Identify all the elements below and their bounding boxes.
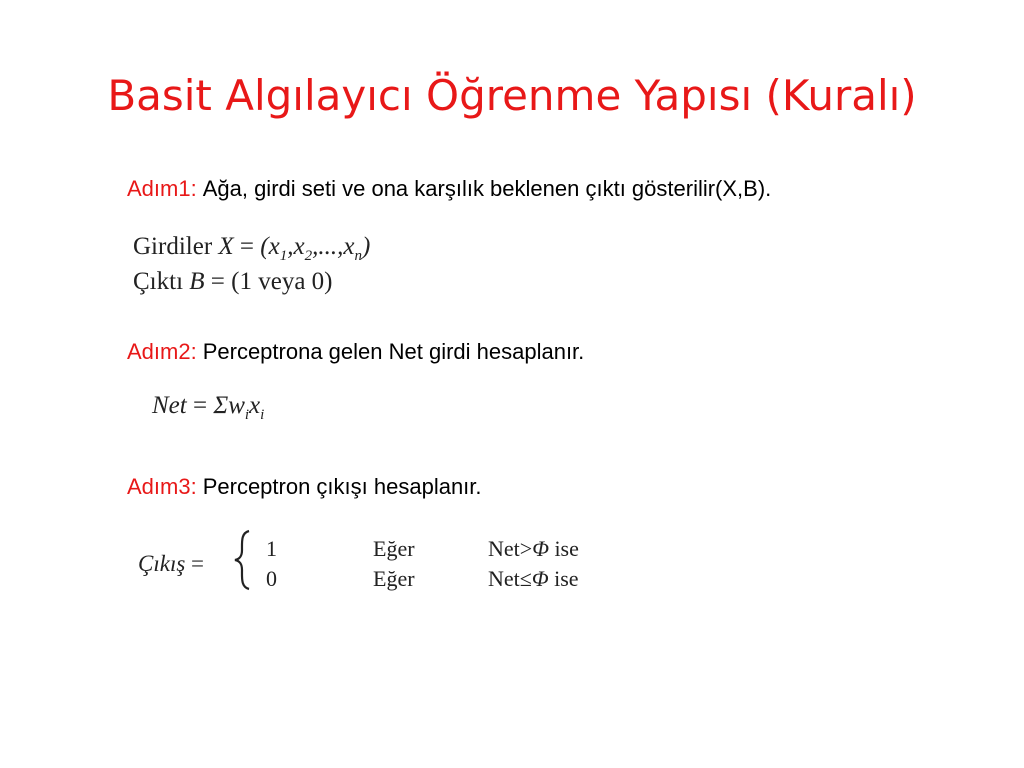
- cikis-lhs: Çıkış: [138, 551, 186, 576]
- case-1-cond: Eğer: [373, 536, 415, 561]
- step-2: [127, 337, 584, 367]
- output-value: (1 veya 0): [231, 268, 333, 295]
- step-3: [127, 472, 482, 502]
- step-3-label: Adım3:: [127, 474, 197, 499]
- inputs-word: Girdiler: [133, 233, 213, 260]
- inputs-x1: x: [268, 233, 280, 260]
- slide-title: Basit Algılayıcı Öğrenme Yapısı (Kuralı): [107, 71, 917, 120]
- case-2-net: Net: [488, 566, 520, 591]
- inputs-sep1: ,: [287, 233, 294, 260]
- net-x-sub: i: [260, 407, 265, 423]
- case-1-phi: Φ: [532, 536, 549, 561]
- step-1-label: Adım1:: [127, 176, 197, 201]
- step-3-text: Perceptron çıkışı hesaplanır.: [202, 474, 482, 499]
- output-word: Çıktı: [133, 268, 184, 295]
- inputs-open: (: [260, 233, 269, 260]
- inputs-subn: n: [354, 248, 362, 264]
- step-1-text: Ağa, girdi seti ve ona karşılık beklenen çıktı gösterilir(X,B).: [202, 176, 772, 201]
- step-1: [127, 174, 771, 204]
- sigma-symbol: Σ: [213, 392, 229, 419]
- inputs-dots: ...: [318, 233, 338, 260]
- inputs-xn: x: [343, 233, 355, 260]
- inputs-x2: x: [293, 233, 305, 260]
- case-2-cond: Eğer: [373, 566, 415, 591]
- inputs-sep2: ,: [312, 233, 319, 260]
- net-w-sub: i: [244, 407, 250, 423]
- net-x: x: [249, 392, 261, 419]
- case-1-value: 1: [266, 536, 277, 561]
- output-eq: =: [210, 268, 225, 295]
- step-2-label: Adım2:: [127, 339, 197, 364]
- output-var: B: [189, 268, 205, 295]
- inputs-sep3: ,: [337, 233, 344, 260]
- case-2-phi: Φ: [531, 566, 549, 591]
- net-lhs: Net: [152, 392, 187, 419]
- cases-brace: [232, 528, 254, 597]
- case-2-tail: ise: [554, 566, 579, 591]
- formula-output: [133, 268, 333, 296]
- case-1-rel: >: [519, 536, 533, 561]
- inputs-var: X: [218, 233, 234, 260]
- case-2-expr: [488, 566, 579, 592]
- case-2-value: 0: [266, 566, 277, 591]
- case-1-expr: [488, 536, 579, 562]
- formula-net: [152, 392, 264, 424]
- formula-inputs: [133, 233, 370, 265]
- inputs-eq: =: [239, 233, 255, 260]
- case-1-tail: ise: [554, 536, 579, 561]
- inputs-close: ): [361, 233, 371, 260]
- net-eq: =: [192, 392, 208, 419]
- case-1-net: Net: [488, 536, 520, 561]
- cikis-eq: =: [191, 551, 205, 576]
- inputs-sub1: 1: [279, 248, 288, 264]
- inputs-sub2: 2: [304, 248, 313, 264]
- case-2-rel: ≤: [519, 566, 532, 591]
- net-w: w: [228, 392, 245, 419]
- formula-output-lhs: [138, 551, 204, 577]
- step-2-text: Perceptrona gelen Net girdi hesaplanır.: [202, 339, 585, 364]
